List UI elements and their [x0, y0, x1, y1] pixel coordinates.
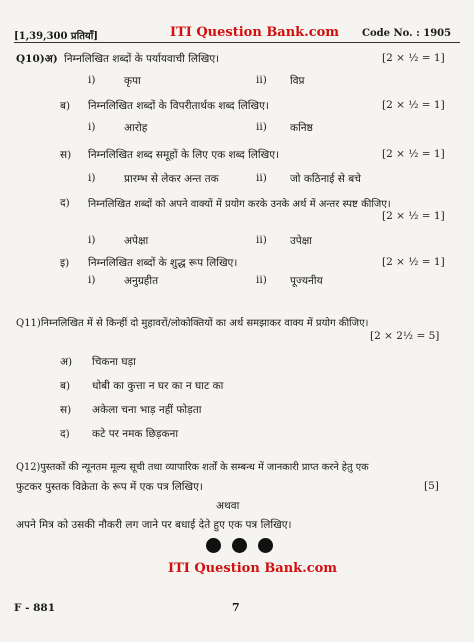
- q10a-marks: [2 × ½ = 1]: [382, 52, 445, 64]
- q10b-ii-word: कनिष्ठ: [290, 122, 313, 134]
- q10d-i-label: i): [88, 234, 96, 246]
- q11-marks: [2 × 2½ = 5]: [370, 330, 440, 342]
- q10d-ii-word: उपेक्षा: [290, 235, 312, 247]
- q10d-label: द): [60, 197, 70, 209]
- q10a-ii-word: विप्र: [290, 75, 305, 87]
- q12-line2: फुटकर पुस्तक विक्रेता के रूप में एक पत्र लिखिए।: [16, 481, 203, 493]
- q11-item-text: चिकना घड़ा: [92, 356, 136, 368]
- q10a-text: निम्नलिखित शब्दों के पर्यायवाची लिखिए।: [64, 53, 220, 65]
- q10d-marks: [2 × ½ = 1]: [382, 210, 445, 222]
- q11-text: Q11)निम्नलिखित में से किन्हीं दो मुहावरों/लोकोक्तियों का अर्थ समझाकर वाक्य में प्रयोग कीजिए।: [16, 318, 369, 329]
- q10e-text: निम्नलिखित शब्दों के शुद्ध रूप लिखिए।: [88, 257, 238, 269]
- q10a-ii-label: ii): [256, 74, 267, 86]
- q10s-ii-label: ii): [256, 172, 267, 184]
- q10e-label: इ): [60, 257, 70, 269]
- q10b-i-word: आरोह: [124, 122, 148, 134]
- q10e-i-word: अनुग्रहीत: [124, 275, 159, 287]
- header-divider: [14, 42, 460, 43]
- footer-brand: ITI Question Bank.com: [168, 561, 338, 576]
- q12-alt: अपने मित्र को उसकी नौकरी लग जाने पर बधाई देते हुए एक पत्र लिखिए।: [16, 519, 292, 531]
- q11-item-text: कटे पर नमक छिड़कना: [92, 428, 179, 440]
- q10b-i-label: i): [88, 121, 96, 133]
- q10s-i-label: i): [88, 172, 96, 184]
- q10a-label: Q10)अ): [16, 53, 58, 65]
- dot-icon: [232, 538, 247, 553]
- q10e-marks: [2 × ½ = 1]: [382, 256, 445, 268]
- q12-or: अथवा: [216, 500, 240, 512]
- q10s-ii-word: जो कठिनाई से बचे: [290, 173, 361, 185]
- dot-icon: [258, 538, 273, 553]
- q10e-ii-label: ii): [256, 274, 267, 286]
- header-brand: ITI Question Bank.com: [170, 25, 340, 40]
- q10d-text: निम्नलिखित शब्दों को अपने वाक्यों में प्रयोग करके उनके अर्थ में अन्तर स्पष्ट कीजिए।: [88, 199, 391, 210]
- copies-count: [1,39,300 प्रतियाँ]: [14, 31, 99, 42]
- q10b-ii-label: ii): [256, 121, 267, 133]
- q12-line1: Q12)पुस्तकों की न्यूनतम मूल्य सूची तथा व्यापारिक शर्तों के सम्बन्ध में जानकारी प्राप्त करने हेतु एक: [16, 462, 369, 473]
- q10d-i-word: अपेक्षा: [124, 235, 149, 247]
- q10e-i-label: i): [88, 274, 96, 286]
- q11-item-label: अ): [60, 356, 73, 368]
- q11-item-label: ब): [60, 380, 71, 392]
- q10a-i-label: i): [88, 74, 96, 86]
- q12-marks: [5]: [424, 480, 439, 492]
- q10s-text: निम्नलिखित शब्द समूहों के लिए एक शब्द लिखिए।: [88, 149, 280, 161]
- code-number: Code No. : 1905: [362, 28, 452, 39]
- q11-item-text: धोबी का कुत्ता न घर का न घाट का: [92, 380, 224, 392]
- q10s-i-word: प्रारम्भ से लेकर अन्त तक: [124, 173, 219, 185]
- q10b-text: निम्नलिखित शब्दों के विपरीतार्थक शब्द लिखिए।: [88, 100, 269, 112]
- q10s-marks: [2 × ½ = 1]: [382, 148, 445, 160]
- q10s-label: स): [60, 149, 72, 161]
- q11-item-text: अकेला चना भाड़ नहीं फोड़ता: [92, 404, 202, 416]
- q10b-label: ब): [60, 100, 71, 112]
- separator-dots: [206, 538, 273, 553]
- q10e-ii-word: पूज्यनीय: [290, 275, 323, 287]
- q10a-i-word: कृपा: [124, 75, 141, 87]
- q10d-ii-label: ii): [256, 234, 267, 246]
- dot-icon: [206, 538, 221, 553]
- q10b-marks: [2 × ½ = 1]: [382, 99, 445, 111]
- paper-code: F - 881: [14, 602, 56, 614]
- q11-item-label: द): [60, 428, 70, 440]
- q11-item-label: स): [60, 404, 72, 416]
- page-number: 7: [232, 601, 240, 614]
